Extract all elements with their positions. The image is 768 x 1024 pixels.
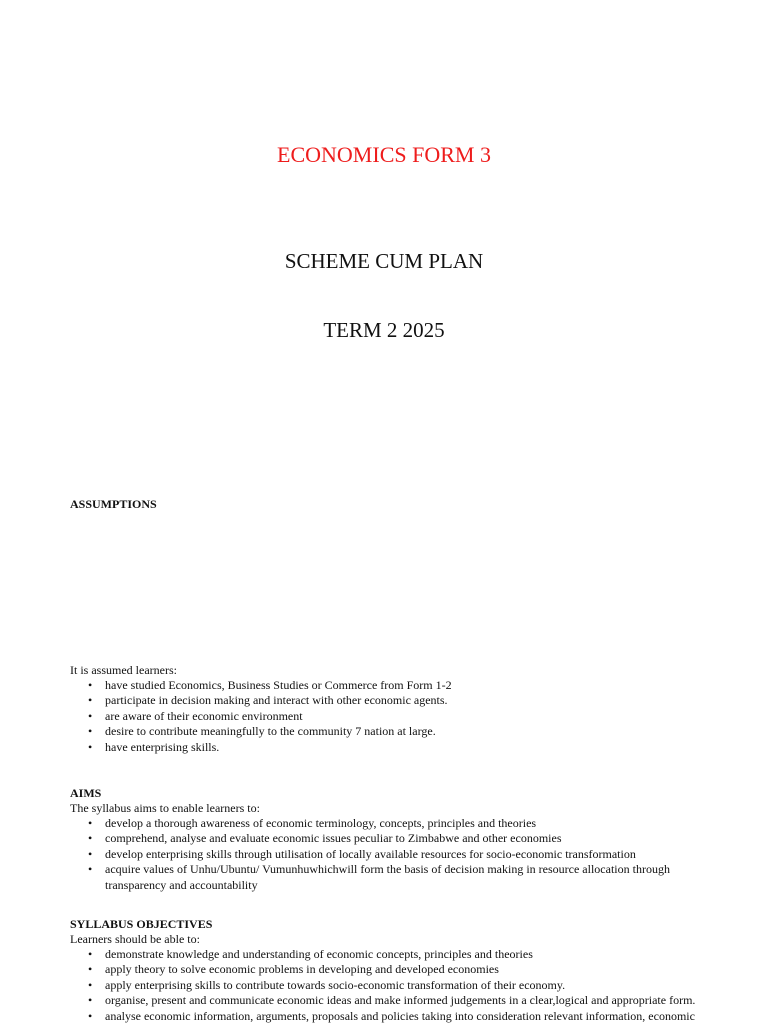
list-item-text: acquire values of Unhu/Ubuntu/ Vumunhuwhichwill form the basis of decision making in resource allocation through transparency and accountability (105, 862, 670, 892)
list-item (70, 678, 710, 693)
bullet-icon: • (88, 993, 93, 1008)
aims-intro: The syllabus aims to enable learners to: (70, 801, 260, 815)
bullet-icon: • (88, 693, 93, 708)
objectives-heading: SYLLABUS OBJECTIVES (70, 917, 213, 931)
list-item-text: desire to contribute meaningfully to the community 7 nation at large. (105, 724, 436, 739)
objectives-intro: Learners should be able to: (70, 932, 200, 946)
list-item-text: demonstrate knowledge and understanding of economic concepts, principles and theories (105, 947, 533, 961)
assumptions-heading: ASSUMPTIONS (70, 497, 157, 511)
bullet-icon: • (88, 947, 93, 961)
list-item (70, 993, 710, 1008)
list-item-text: have enterprising skills. (105, 739, 220, 754)
list-item (70, 693, 710, 708)
list-item-text: participate in decision making and interact with other economic agents. (105, 693, 448, 708)
list-item-text: are aware of their economic environment (105, 708, 303, 723)
list-item (70, 978, 710, 993)
list-item (70, 816, 710, 831)
bullet-icon: • (88, 862, 93, 877)
bullet-icon: • (88, 678, 93, 692)
document-term: TERM 2 2025 (323, 318, 445, 342)
list-item-text: apply theory to solve economic problems in developing and developed economies (105, 962, 499, 977)
list-item (70, 709, 710, 724)
assumptions-list (70, 678, 710, 755)
bullet-icon: • (88, 739, 93, 754)
aims-heading: AIMS (70, 786, 102, 800)
list-item-text: analyse economic information, arguments, proposals and policies taking into consideration relevant information, economic (105, 1008, 695, 1023)
bullet-icon: • (88, 708, 93, 723)
list-item (70, 962, 710, 977)
list-item (70, 831, 710, 846)
list-item (70, 1009, 710, 1024)
list-item-text: organise, present and communicate economic ideas and make informed judgements in a clear,logical and appropriate form. (105, 993, 696, 1008)
bullet-icon: • (88, 1008, 93, 1023)
list-item-text: develop enterprising skills through utilisation of locally available resources for socio-economic transformation (105, 846, 636, 861)
list-item (70, 862, 710, 893)
list-item (70, 724, 710, 739)
list-item-text: comprehend, analyse and evaluate economic issues peculiar to Zimbabwe and other economies (105, 831, 562, 846)
bullet-icon: • (88, 816, 93, 830)
bullet-icon: • (88, 831, 93, 846)
assumptions-intro: It is assumed learners: (70, 663, 177, 677)
list-item (70, 947, 710, 962)
list-item-text: develop a thorough awareness of economic terminology, concepts, principles and theories (105, 816, 537, 830)
list-item (70, 847, 710, 862)
list-item-text: have studied Economics, Business Studies or Commerce from Form 1-2 (105, 678, 452, 692)
list-item (70, 740, 710, 755)
bullet-icon: • (88, 977, 93, 992)
bullet-icon: • (88, 962, 93, 977)
list-item-text: apply enterprising skills to contribute towards socio-economic transformation of their economy. (105, 977, 566, 992)
objectives-list (70, 947, 710, 1024)
aims-list (70, 816, 710, 893)
document-title: ECONOMICS FORM 3 (277, 142, 491, 167)
bullet-icon: • (88, 724, 93, 739)
document-subtitle: SCHEME CUM PLAN (284, 249, 484, 273)
bullet-icon: • (88, 846, 93, 861)
